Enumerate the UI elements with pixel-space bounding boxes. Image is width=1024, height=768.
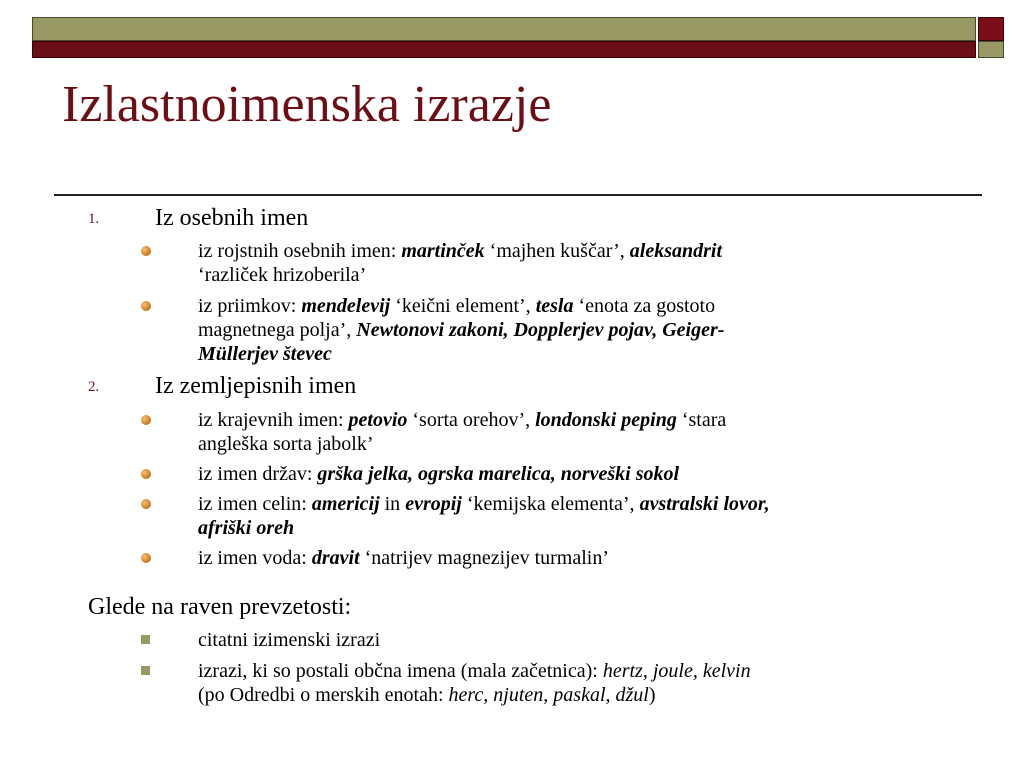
list-item-text: iz rojstnih osebnih imen: martinček ‘majhen kuščar’, aleksandrit ‘različek hrizoberila’ <box>198 240 723 286</box>
number-marker: 1. <box>88 211 100 227</box>
banner-olive-bar <box>32 17 976 41</box>
orange-bullet-icon <box>141 553 151 563</box>
list-item-text: citatni izimenski izrazi <box>198 629 381 651</box>
list-item-text: izrazi, ki so postali občna imena (mala začetnica): hertz, joule, kelvin (po Odredbi o merskih enotah: herc, njuten, paskal, džul) <box>198 660 751 706</box>
list-item-text: iz imen držav: grška jelka, ogrska marelica, norveški sokol <box>198 463 680 485</box>
list-item-text: iz krajevnih imen: petovio ‘sorta orehov’, londonski peping ‘stara angleška sorta jabolk’ <box>198 409 727 455</box>
slide-title: Izlastnoimenska izrazje <box>62 76 552 133</box>
orange-bullet-icon <box>141 469 151 479</box>
orange-bullet-icon <box>141 499 151 509</box>
orange-bullet-icon <box>141 301 151 311</box>
orange-bullet-icon <box>141 415 151 425</box>
list-item-text: iz imen voda: dravit ‘natrijev magnezijev turmalin’ <box>198 547 609 569</box>
banner-corner-olive <box>978 41 1004 58</box>
number-marker: 2. <box>88 379 100 395</box>
orange-bullet-icon <box>141 246 151 256</box>
square-bullet-icon <box>141 666 150 675</box>
section-heading: Glede na raven prevzetosti: <box>88 594 352 620</box>
numbered-item-label: Iz zemljepisnih imen <box>155 373 357 399</box>
banner-corner-maroon <box>978 17 1004 41</box>
square-bullet-icon <box>141 635 150 644</box>
list-item-text: iz priimkov: mendelevij ‘keični element’, tesla ‘enota za gostoto magnetnega polja’, Newtonovi zakoni, Dopplerjev pojav, Geiger- Müllerjev števec <box>198 295 725 365</box>
banner-maroon-stripe <box>32 41 976 58</box>
numbered-item-label: Iz osebnih imen <box>155 205 309 231</box>
title-divider <box>54 194 982 196</box>
list-item-text: iz imen celin: americij in evropij ‘kemijska elementa’, avstralski lovor, afriški oreh <box>198 493 770 539</box>
